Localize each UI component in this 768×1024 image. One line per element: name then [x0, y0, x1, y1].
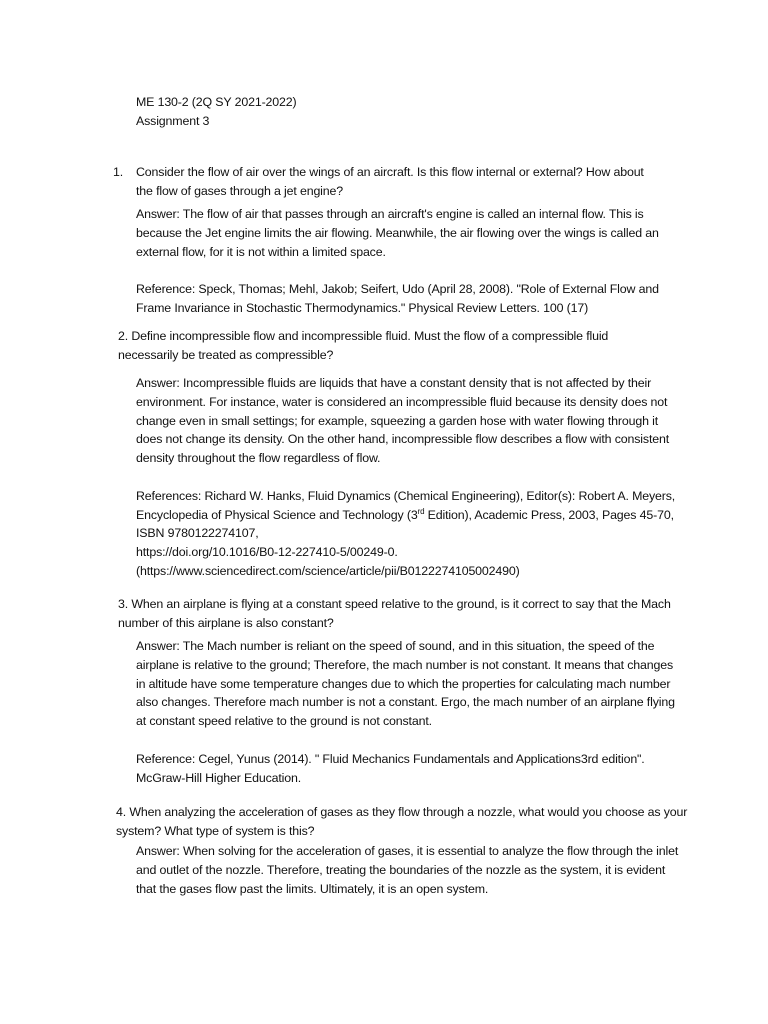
answer-text: Answer: Incompressible fluids are liquids that have a constant density that is not affected by their environment. For instance, water is considered an incompressible fluid because its density does not change even in small settings; for example, squeezing a garden hose with water flowing through it does not change its density. On the other hand, incompressible flow describes a flow with consistent density throughout the flow regardless of flow. [136, 376, 670, 466]
question-2-answer-block [136, 374, 684, 581]
course-title: ME 130-2 (2Q SY 2021-2022) [136, 95, 297, 109]
answer-text: Answer: When solving for the acceleration of gases, it is essential to analyze the flow through the inlet and outlet of the nozzle. Therefore, treating the boundaries of the nozzle as the system, it is evident that the gases flow past the limits. Ultimately, it is an open system. [136, 844, 679, 896]
question-3-text: 3. When an airplane is flying at a constant speed relative to the ground, is it correct to say that the Mach number of this airplane is also constant? [118, 597, 671, 630]
reference-part-2: Edition), Academic Press, 2003, Pages 45-70, ISBN 9780122274107, [136, 507, 674, 541]
reference-text: Reference: Speck, Thomas; Mehl, Jakob; Seifert, Udo (April 28, 2008). "Role of External Flow and Frame Invariance in Stochastic Thermodynamics." Physical Review Letters. 100 (17) [136, 282, 659, 315]
question-4-text: 4. When analyzing the acceleration of gases as they flow through a nozzle, what would you choose as your system? What type of system is this? [116, 805, 688, 838]
question-4-answer-block [136, 842, 684, 898]
reference-url-link[interactable]: (https://www.sciencedirect.com/science/article/pii/B0122274105002490) [136, 563, 520, 578]
reference-doi-link[interactable]: https://doi.org/10.1016/B0-12-227410-5/00249-0. [136, 545, 398, 560]
reference-superscript: rd [417, 506, 425, 516]
reference-text: Reference: Cegel, Yunus (2014). " Fluid Mechanics Fundamentals and Applications3rd edition". McGraw-Hill Higher Education. [136, 751, 645, 785]
question-3-answer-block [136, 637, 684, 787]
question-1-text: Consider the flow of air over the wings of an aircraft. Is this flow internal or external? How about the flow of gases through a jet engine? [136, 165, 644, 198]
question-number: 1. [113, 165, 124, 179]
reference-part-1: References: Richard W. Hanks, Fluid Dynamics (Chemical Engineering), Editor(s): Robert A. Meyers, Encyclopedia of Physical Science and Technology (3 [136, 488, 676, 522]
answer-text: Answer: The flow of air that passes through an aircraft's engine is called an internal flow. This is because the Jet engine limits the air flowing. Meanwhile, the air flowing over the wings is called an external flow, for it is not within a limited space. [136, 207, 659, 259]
reference-text [136, 487, 684, 543]
question-1-answer-block [136, 205, 681, 318]
assignment-title: Assignment 3 [136, 113, 210, 128]
question-2-text: 2. Define incompressible flow and incompressible fluid. Must the flow of a compressible fluid necessarily be treated as compressible? [118, 329, 609, 362]
answer-text: Answer: The Mach number is reliant on the speed of sound, and in this situation, the speed of the airplane is relative to the ground; Therefore, the mach number is not constant. It means that changes in altitude have some temperature changes due to which the properties for calculating mach number also changes. Therefore mach number is not a constant. Ergo, the mach number of an airplane flying at constant speed relative to the ground is not constant. [136, 639, 675, 729]
document-header [136, 93, 636, 131]
